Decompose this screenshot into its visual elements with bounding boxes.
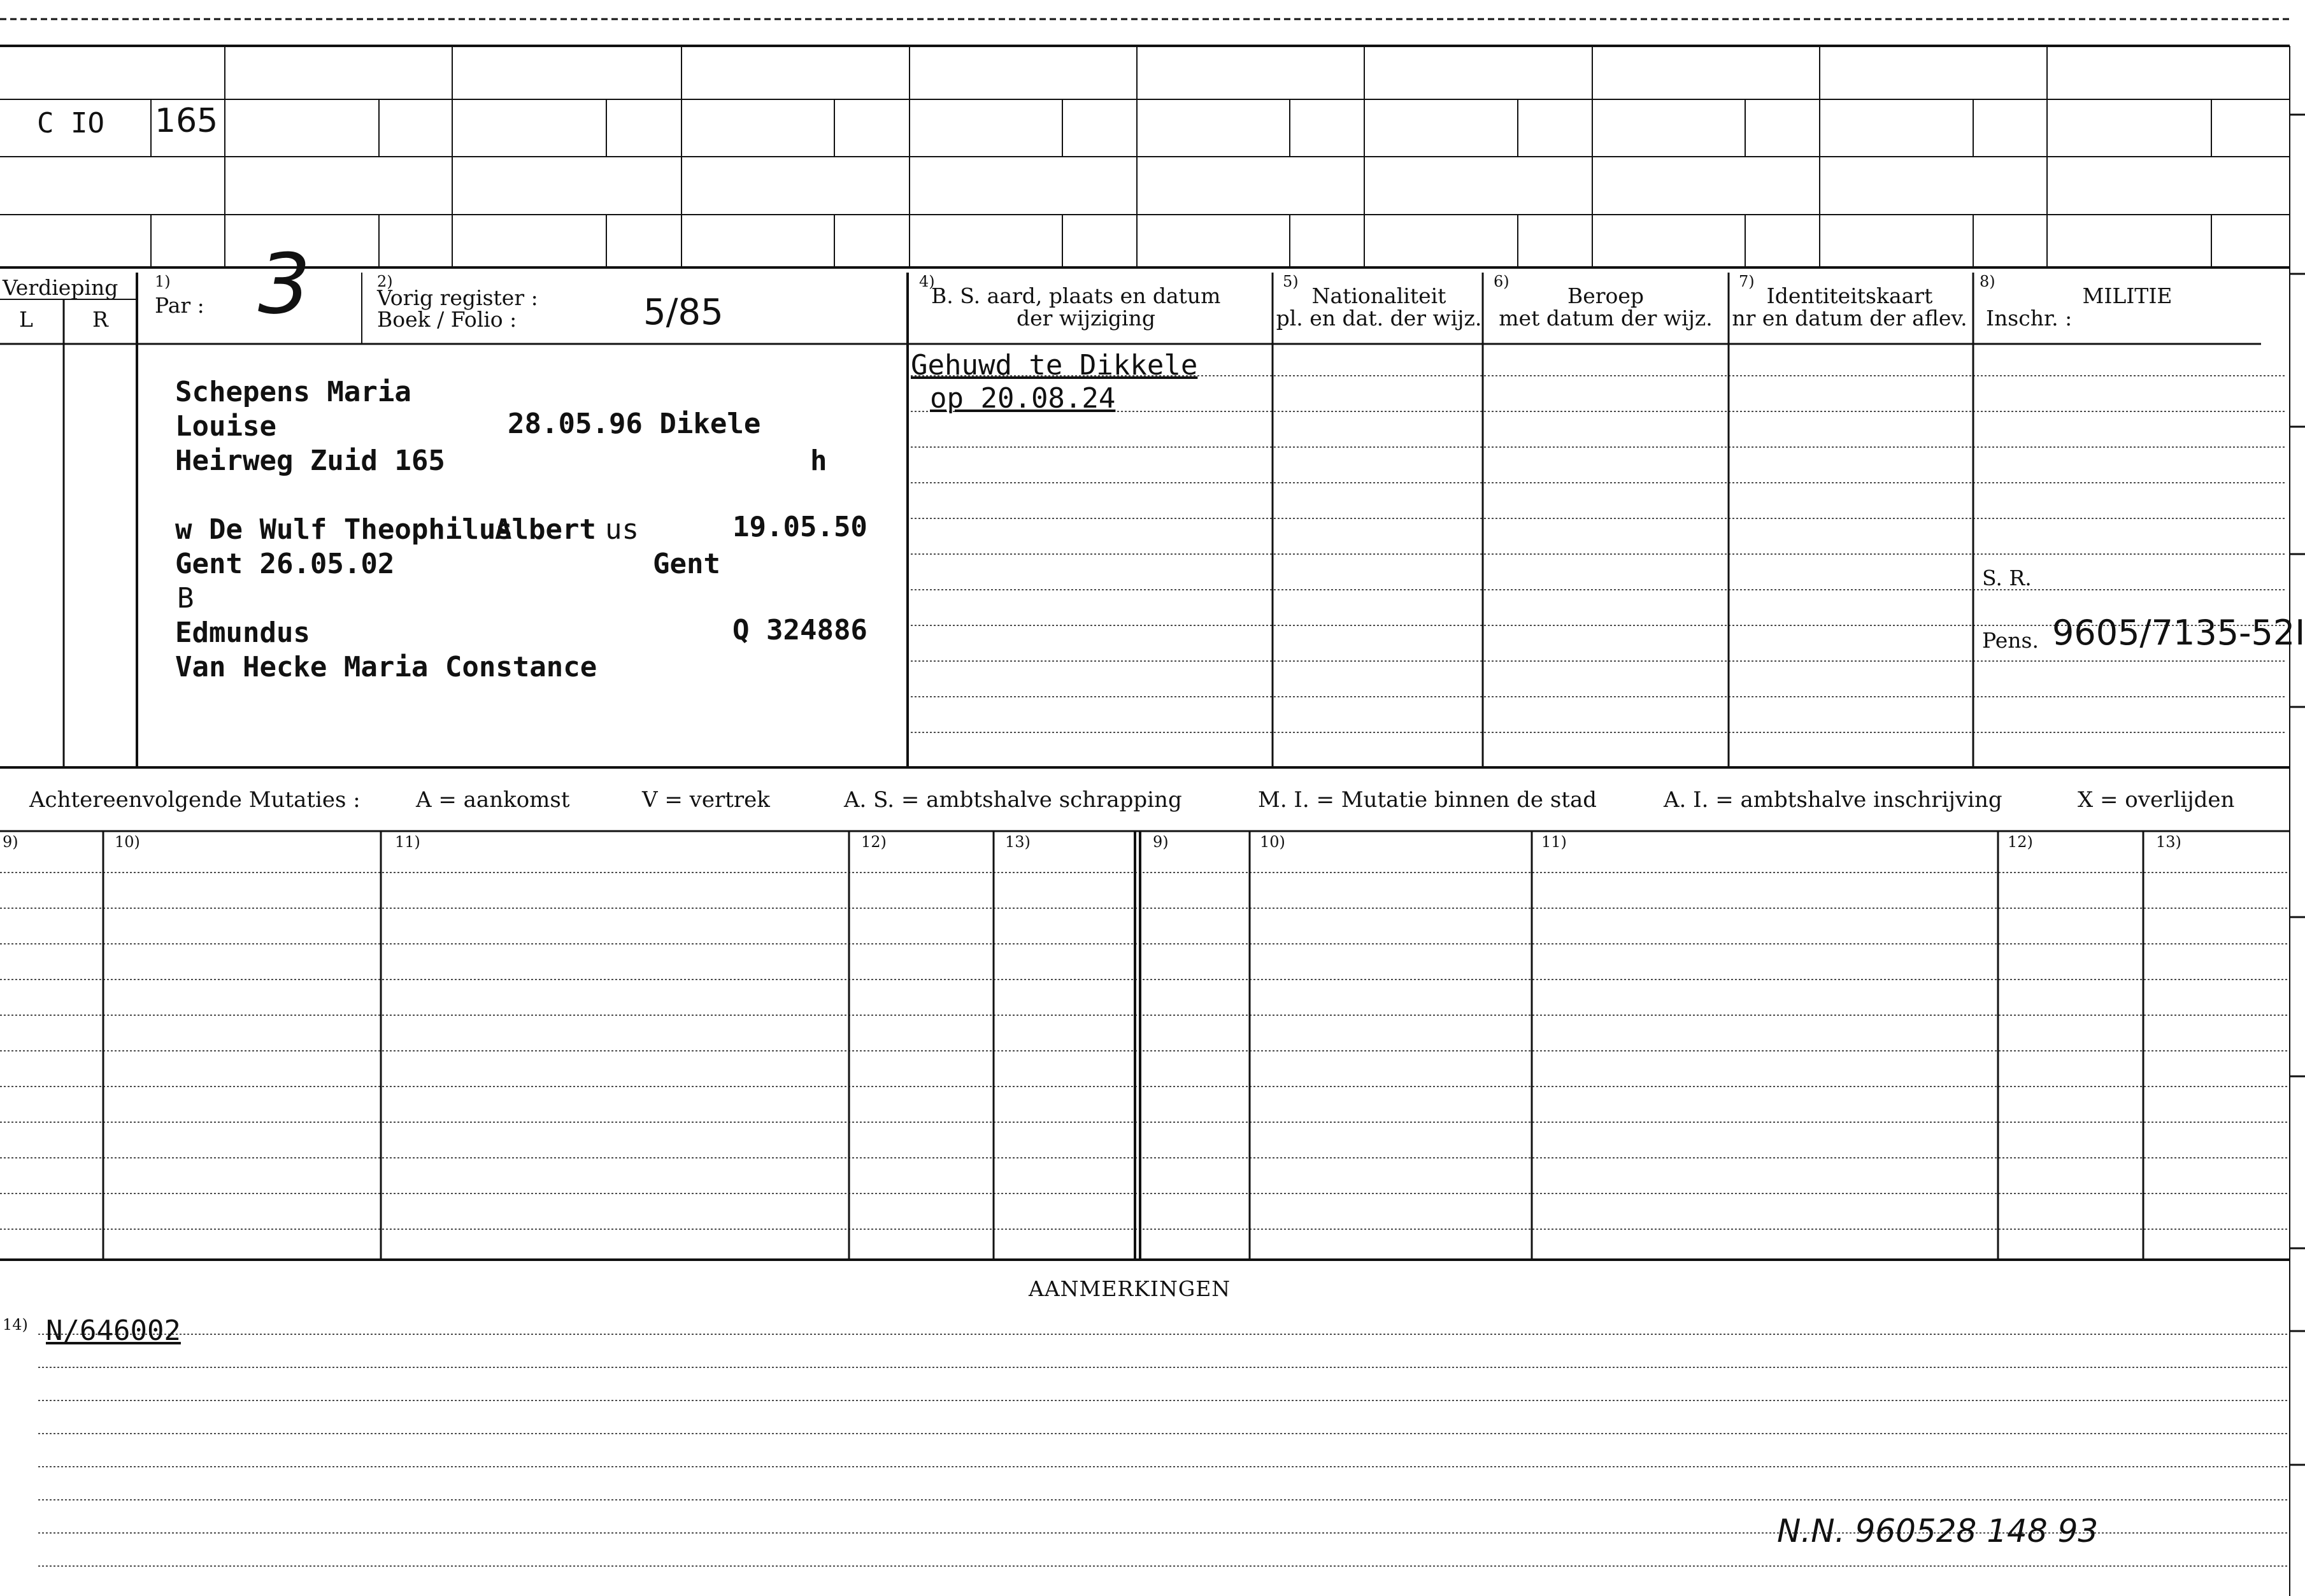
bs-entry-2: op 20.08.24 [930, 382, 1116, 415]
column-number-2: 2) [377, 273, 393, 290]
boek-folio-value: 5/85 [643, 292, 724, 333]
bs-heading-line1: B. S. aard, plaats en datum [931, 283, 1221, 308]
person-second-name: Louise [175, 410, 276, 443]
verdieping-label: Verdieping [3, 275, 118, 300]
nationaliteit-heading: Nationaliteit [1311, 283, 1446, 308]
bs-entry-1: Gehuwd te Dikkele [911, 349, 1198, 381]
beroep-heading: Beroep [1567, 283, 1645, 308]
person-name: Schepens Maria [175, 376, 411, 408]
nationaliteit-subheading: pl. en dat. der wijz. [1276, 306, 1482, 331]
mutation-col-9: 9) [3, 833, 18, 851]
bs-heading-line2: der wijziging [1017, 306, 1155, 331]
floor-r-label: R [92, 307, 108, 332]
mutation-col-12: 12) [861, 833, 887, 851]
boek-folio-label: Boek / Folio : [377, 307, 517, 332]
column-number-7: 7) [1739, 273, 1755, 290]
remarks-value: N/646002 [46, 1315, 181, 1347]
b-mark: B [177, 582, 194, 615]
mother-name: Van Hecke Maria Constance [175, 651, 597, 683]
column-number-8: 8) [1980, 273, 1995, 290]
identiteitskaart-heading: Identiteitskaart [1766, 283, 1933, 308]
mutation-legend-as: A. S. = ambtshalve schrapping [844, 787, 1182, 813]
spouse-overtype: us [605, 513, 639, 546]
person-address: Heirweg Zuid 165 [175, 445, 445, 477]
father-name: Edmundus [175, 616, 310, 649]
mutation-col-12b: 12) [2008, 833, 2033, 851]
mutation-col-10: 10) [115, 833, 140, 851]
mutations-title: Achtereenvolgende Mutaties : [29, 787, 360, 813]
mutation-legend-a: A = aankomst [416, 787, 570, 813]
floor-l-label: L [19, 307, 33, 332]
beroep-subheading: met datum der wijz. [1499, 306, 1713, 331]
identiteitskaart-subheading: nr en datum der aflev. [1732, 306, 1967, 331]
spouse-place: Gent [653, 548, 720, 580]
column-number-5: 5) [1283, 273, 1299, 290]
spouse-date: 19.05.50 [732, 511, 867, 543]
militie-heading: MILITIE [2082, 283, 2173, 308]
mutation-col-13: 13) [1005, 833, 1031, 851]
person-birth: 28.05.96 Dikele [508, 408, 761, 440]
mutation-col-9b: 9) [1153, 833, 1169, 851]
vorig-register-label: Vorig register : [377, 285, 538, 310]
par-value: 3 [258, 236, 311, 332]
mutation-col-11b: 11) [1541, 833, 1567, 851]
column-number-1: 1) [155, 273, 171, 290]
spouse-birth: Gent 26.05.02 [175, 548, 395, 580]
pens-label: Pens. [1982, 628, 2039, 653]
column-number-4: 4) [919, 273, 935, 290]
mutation-legend-mi: M. I. = Mutatie binnen de stad [1258, 787, 1597, 813]
card-code: C IO [37, 107, 104, 139]
column-number-6: 6) [1494, 273, 1509, 290]
par-label: Par : [155, 293, 204, 318]
pens-value: 9605/7135-52I [2052, 613, 2305, 653]
sr-label: S. R. [1982, 566, 2032, 590]
spouse-name: w De Wulf Theophilus [175, 513, 513, 546]
remarks-title: AANMERKINGEN [1029, 1276, 1231, 1301]
inschr-label: Inschr. : [1986, 306, 2073, 331]
id-number: Q 324886 [732, 614, 867, 646]
house-number: 165 [155, 102, 218, 140]
mutation-col-13b: 13) [2156, 833, 2181, 851]
spouse-second-name: Albert [495, 513, 596, 546]
national-number: N.N. 960528 148 93 [1777, 1513, 2099, 1550]
mutation-legend-v: V = vertrek [642, 787, 770, 813]
person-h-mark: h [810, 445, 827, 477]
mutation-col-11: 11) [395, 833, 420, 851]
remarks-number-14: 14) [3, 1316, 28, 1334]
mutation-legend-x: X = overlijden [2078, 787, 2235, 813]
mutation-col-10b: 10) [1260, 833, 1285, 851]
mutation-legend-ai: A. I. = ambtshalve inschrijving [1664, 787, 2002, 813]
